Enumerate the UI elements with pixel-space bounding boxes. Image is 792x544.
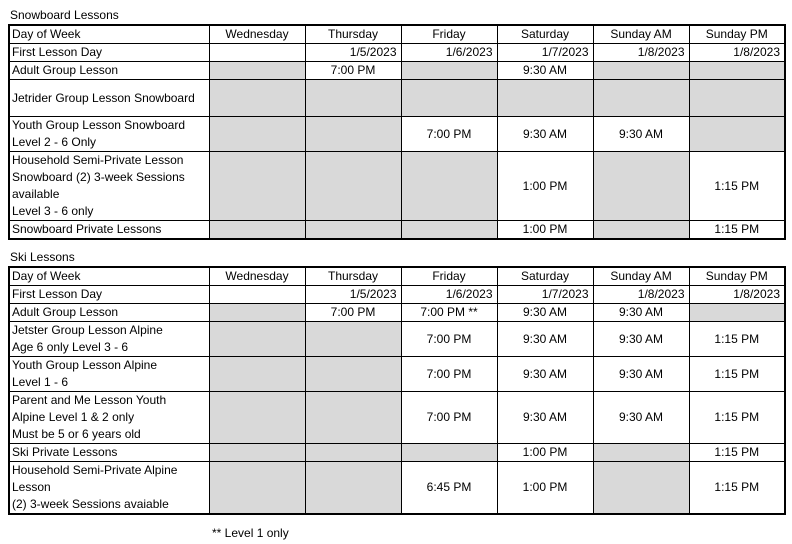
unavailable-cell (209, 444, 305, 462)
row-label: Youth Group Lesson Alpine Level 1 - 6 (9, 357, 209, 392)
day-header-saturday: Saturday (497, 25, 593, 44)
time-cell: 9:30 AM (593, 304, 689, 322)
day-header-sunday-pm: Sunday PM (689, 25, 785, 44)
day-header-sunday-pm: Sunday PM (689, 267, 785, 286)
table-row (9, 152, 785, 221)
time-cell: 1:15 PM (689, 357, 785, 392)
day-header-sunday-am: Sunday AM (593, 267, 689, 286)
time-cell: 1:15 PM (689, 152, 785, 221)
unavailable-cell (209, 80, 305, 117)
unavailable-cell (593, 444, 689, 462)
time-cell: 1:00 PM (497, 152, 593, 221)
unavailable-cell (689, 304, 785, 322)
first-lesson-date: 1/8/2023 (593, 44, 689, 62)
unavailable-cell (401, 62, 497, 80)
time-cell: 1:00 PM (497, 221, 593, 240)
unavailable-cell (401, 221, 497, 240)
day-header-thursday: Thursday (305, 267, 401, 286)
time-cell: 1:15 PM (689, 444, 785, 462)
unavailable-cell (209, 117, 305, 152)
unavailable-cell (305, 357, 401, 392)
time-cell: 9:30 AM (497, 62, 593, 80)
table-row (9, 304, 785, 322)
unavailable-cell (209, 322, 305, 357)
first-lesson-date: 1/8/2023 (689, 44, 785, 62)
time-cell: 1:15 PM (689, 462, 785, 515)
unavailable-cell (593, 80, 689, 117)
first-lesson-date: 1/8/2023 (593, 286, 689, 304)
row-label: Adult Group Lesson (9, 62, 209, 80)
unavailable-cell (593, 62, 689, 80)
unavailable-cell (401, 444, 497, 462)
day-header-saturday: Saturday (497, 267, 593, 286)
table-row (9, 44, 785, 62)
time-cell: 7:00 PM (401, 357, 497, 392)
time-cell: 7:00 PM (401, 117, 497, 152)
time-cell: 1:00 PM (497, 462, 593, 515)
table-row (9, 117, 785, 152)
time-cell: 1:00 PM (497, 444, 593, 462)
unavailable-cell (209, 221, 305, 240)
row-label: Household Semi-Private Alpine Lesson (2) 3-week Sessions avaiable (9, 462, 209, 515)
unavailable-cell (401, 80, 497, 117)
table-row (9, 62, 785, 80)
unavailable-cell (497, 80, 593, 117)
first-lesson-date: 1/6/2023 (401, 286, 497, 304)
day-header-thursday: Thursday (305, 25, 401, 44)
first-lesson-date: 1/7/2023 (497, 286, 593, 304)
unavailable-cell (305, 117, 401, 152)
unavailable-cell (209, 392, 305, 444)
day-header-sunday-am: Sunday AM (593, 25, 689, 44)
day-header-wednesday: Wednesday (209, 267, 305, 286)
unavailable-cell (401, 152, 497, 221)
first-lesson-date: 1/5/2023 (305, 286, 401, 304)
time-cell: 7:00 PM (401, 392, 497, 444)
time-cell: 9:30 AM (593, 392, 689, 444)
table-row (9, 357, 785, 392)
time-cell: 1:15 PM (689, 221, 785, 240)
row-label: Jetrider Group Lesson Snowboard (9, 80, 209, 117)
unavailable-cell (209, 462, 305, 515)
table-row (9, 462, 785, 515)
table-row (9, 322, 785, 357)
unavailable-cell (209, 62, 305, 80)
table-row (9, 392, 785, 444)
unavailable-cell (209, 357, 305, 392)
unavailable-cell (305, 221, 401, 240)
row-label: Snowboard Private Lessons (9, 221, 209, 240)
time-cell: 7:00 PM (305, 62, 401, 80)
unavailable-cell (305, 444, 401, 462)
unavailable-cell (209, 152, 305, 221)
unavailable-cell (593, 221, 689, 240)
table-row (9, 286, 785, 304)
table-row (9, 221, 785, 240)
unavailable-cell (593, 152, 689, 221)
row-label: Adult Group Lesson (9, 304, 209, 322)
row-label: First Lesson Day (9, 44, 209, 62)
time-cell: 9:30 AM (497, 304, 593, 322)
first-lesson-date (209, 286, 305, 304)
time-cell: 6:45 PM (401, 462, 497, 515)
time-cell: 9:30 AM (593, 357, 689, 392)
table-row (9, 444, 785, 462)
row-label: Parent and Me Lesson Youth Alpine Level 1 & 2 only Must be 5 or 6 years old (9, 392, 209, 444)
time-cell: 9:30 AM (497, 357, 593, 392)
row-label: First Lesson Day (9, 286, 209, 304)
time-cell: 9:30 AM (497, 117, 593, 152)
day-header-friday: Friday (401, 267, 497, 286)
snowboard-lessons-table (8, 24, 786, 240)
unavailable-cell (689, 62, 785, 80)
row-label: Ski Private Lessons (9, 444, 209, 462)
row-label: Jetster Group Lesson Alpine Age 6 only Level 3 - 6 (9, 322, 209, 357)
ski-section-title: Ski Lessons (10, 250, 75, 264)
first-lesson-date: 1/5/2023 (305, 44, 401, 62)
unavailable-cell (305, 392, 401, 444)
day-header-friday: Friday (401, 25, 497, 44)
unavailable-cell (593, 462, 689, 515)
first-lesson-date (209, 44, 305, 62)
ski-lessons-table (8, 266, 786, 515)
time-cell: 7:00 PM ** (401, 304, 497, 322)
unavailable-cell (689, 117, 785, 152)
first-lesson-date: 1/7/2023 (497, 44, 593, 62)
footnote: ** Level 1 only (212, 526, 289, 540)
time-cell: 7:00 PM (305, 304, 401, 322)
first-lesson-date: 1/6/2023 (401, 44, 497, 62)
table-row (9, 25, 785, 44)
unavailable-cell (209, 304, 305, 322)
time-cell: 7:00 PM (401, 322, 497, 357)
table-row (9, 80, 785, 117)
time-cell: 1:15 PM (689, 392, 785, 444)
unavailable-cell (305, 152, 401, 221)
unavailable-cell (689, 80, 785, 117)
first-lesson-date: 1/8/2023 (689, 286, 785, 304)
time-cell: 9:30 AM (593, 117, 689, 152)
unavailable-cell (305, 462, 401, 515)
day-header-wednesday: Wednesday (209, 25, 305, 44)
row-label: Day of Week (9, 25, 209, 44)
time-cell: 9:30 AM (497, 392, 593, 444)
time-cell: 1:15 PM (689, 322, 785, 357)
unavailable-cell (305, 322, 401, 357)
unavailable-cell (305, 80, 401, 117)
snowboard-section-title: Snowboard Lessons (10, 8, 119, 22)
row-label: Day of Week (9, 267, 209, 286)
time-cell: 9:30 AM (497, 322, 593, 357)
table-row (9, 267, 785, 286)
row-label: Household Semi-Private Lesson Snowboard (2) 3-week Sessions available Level 3 - 6 only (9, 152, 209, 221)
time-cell: 9:30 AM (593, 322, 689, 357)
row-label: Youth Group Lesson Snowboard Level 2 - 6 Only (9, 117, 209, 152)
